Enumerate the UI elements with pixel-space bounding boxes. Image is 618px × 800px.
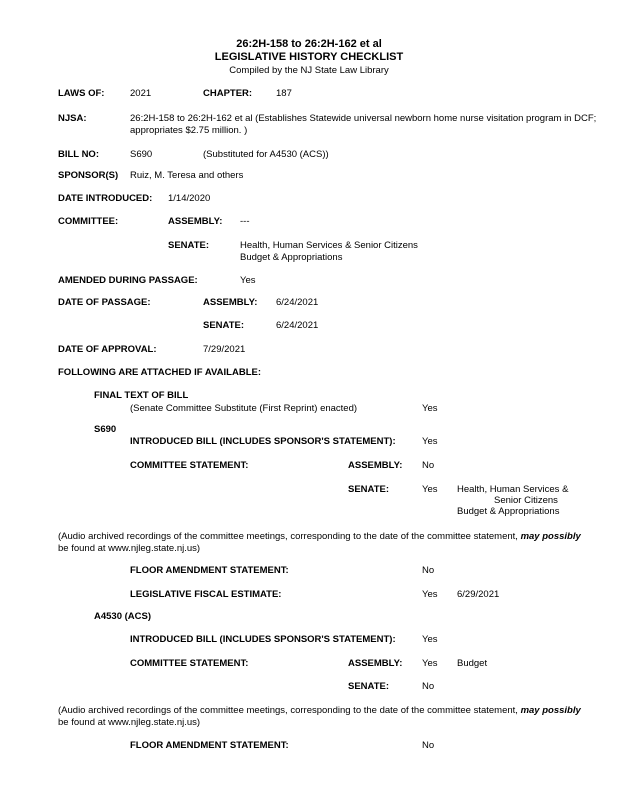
- approval-label: DATE OF APPROVAL:: [58, 344, 157, 355]
- s690-assembly-value: No: [422, 460, 435, 471]
- amended-label: AMENDED DURING PASSAGE:: [58, 275, 198, 286]
- attachments-heading: FOLLOWING ARE ATTACHED IF AVAILABLE:: [58, 367, 261, 378]
- a4530-committee-statement-label: COMMITTEE STATEMENT:: [130, 658, 249, 669]
- committee-label: COMMITTEE:: [58, 216, 119, 227]
- s690-heading: S690: [94, 424, 117, 435]
- s690-audio-note-cont: be found at www.njleg.state.nj.us): [58, 543, 201, 554]
- njsa-label: NJSA:: [58, 113, 87, 124]
- audio-note-emphasis: may possibly: [520, 531, 581, 542]
- s690-senate-label: SENATE:: [348, 484, 389, 495]
- s690-senate-committee: Senior Citizens: [494, 495, 558, 506]
- final-text-note: (Senate Committee Substitute (First Reprint) enacted): [130, 403, 358, 414]
- s690-committee-statement-label: COMMITTEE STATEMENT:: [130, 460, 249, 471]
- audio-note-emphasis: may possibly: [520, 705, 581, 716]
- audio-note-text: (Audio archived recordings of the committee meetings, corresponding to the date of the committee statement,: [58, 705, 521, 716]
- final-text-label: FINAL TEXT OF BILL: [94, 390, 189, 401]
- s690-audio-note: [58, 531, 581, 543]
- passage-assembly-label: ASSEMBLY:: [203, 297, 258, 308]
- laws-of-value: 2021: [130, 88, 152, 99]
- passage-assembly-value: 6/24/2021: [276, 297, 319, 308]
- passage-senate-label: SENATE:: [203, 320, 244, 331]
- date-introduced-label: DATE INTRODUCED:: [58, 193, 153, 204]
- a4530-audio-note: [58, 705, 581, 717]
- final-text-value: Yes: [422, 403, 438, 414]
- s690-fiscal-label: LEGISLATIVE FISCAL ESTIMATE:: [130, 589, 282, 600]
- s690-fiscal-date: 6/29/2021: [457, 589, 500, 600]
- s690-senate-committee: Health, Human Services &: [457, 484, 569, 495]
- a4530-audio-note-cont: be found at www.njleg.state.nj.us): [58, 717, 201, 728]
- sponsor-value: Ruiz, M. Teresa and others: [130, 170, 244, 181]
- s690-floor-label: FLOOR AMENDMENT STATEMENT:: [130, 565, 289, 576]
- a4530-senate-label: SENATE:: [348, 681, 389, 692]
- committee-senate-label: SENATE:: [168, 240, 209, 251]
- laws-of-label: LAWS OF:: [58, 88, 105, 99]
- a4530-assembly-value: Yes: [422, 658, 438, 669]
- s690-floor-value: No: [422, 565, 435, 576]
- sponsor-label: SPONSOR(S): [58, 170, 119, 181]
- audio-note-text: (Audio archived recordings of the committee meetings, corresponding to the date of the committee statement,: [58, 531, 521, 542]
- a4530-introduced-label: INTRODUCED BILL (INCLUDES SPONSOR'S STATEMENT):: [130, 634, 396, 645]
- bill-no-label: BILL NO:: [58, 149, 99, 160]
- committee-senate-value: Budget & Appropriations: [240, 252, 343, 263]
- s690-introduced-label: INTRODUCED BILL (INCLUDES SPONSOR'S STATEMENT):: [130, 436, 396, 447]
- bill-no-value: S690: [130, 149, 153, 160]
- s690-fiscal-value: Yes: [422, 589, 438, 600]
- committee-assembly-label: ASSEMBLY:: [168, 216, 223, 227]
- a4530-senate-value: No: [422, 681, 435, 692]
- a4530-assembly-committee: Budget: [457, 658, 488, 669]
- bill-no-note: (Substituted for A4530 (ACS)): [203, 149, 329, 160]
- s690-introduced-value: Yes: [422, 436, 438, 447]
- committee-assembly-value: ---: [240, 216, 250, 227]
- s690-senate-value: Yes: [422, 484, 438, 495]
- s690-assembly-label: ASSEMBLY:: [348, 460, 403, 471]
- njsa-value: 26:2H-158 to 26:2H-162 et al (Establishes Statewide universal newborn home nurse visitation program in DCF; appropriates $2.75 million. ): [130, 113, 597, 136]
- a4530-introduced-value: Yes: [422, 634, 438, 645]
- chapter-value: 187: [276, 88, 292, 99]
- s690-senate-committee: Budget & Appropriations: [457, 506, 560, 517]
- document-title: 26:2H-158 to 26:2H-162 et al: [236, 38, 382, 50]
- a4530-heading: A4530 (ACS): [94, 611, 152, 622]
- passage-senate-value: 6/24/2021: [276, 320, 319, 331]
- committee-senate-value: Health, Human Services & Senior Citizens: [240, 240, 418, 251]
- document-subtitle: Compiled by the NJ State Law Library: [229, 65, 389, 76]
- document-heading: LEGISLATIVE HISTORY CHECKLIST: [214, 51, 404, 63]
- chapter-label: CHAPTER:: [203, 88, 253, 99]
- passage-label: DATE OF PASSAGE:: [58, 297, 151, 308]
- approval-value: 7/29/2021: [203, 344, 246, 355]
- date-introduced-value: 1/14/2020: [168, 193, 211, 204]
- amended-value: Yes: [240, 275, 256, 286]
- a4530-floor-label: FLOOR AMENDMENT STATEMENT:: [130, 740, 289, 751]
- a4530-assembly-label: ASSEMBLY:: [348, 658, 403, 669]
- a4530-floor-value: No: [422, 740, 435, 751]
